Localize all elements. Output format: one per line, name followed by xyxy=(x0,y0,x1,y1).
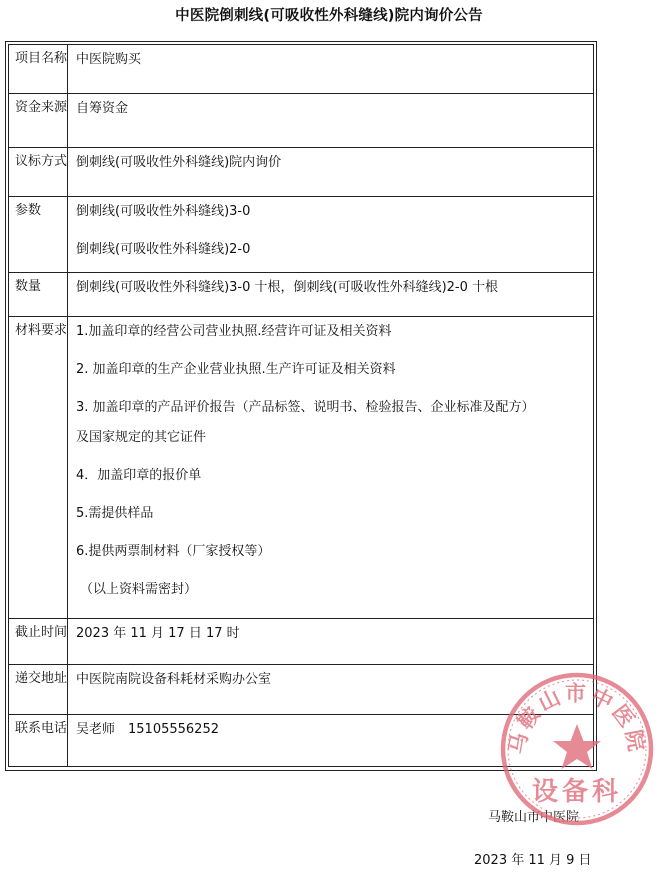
table-row xyxy=(9,45,594,94)
issue-date: 2023 年 11 月 9 日 xyxy=(474,853,592,868)
issuer-name: 马鞍山市中医院 xyxy=(488,810,580,825)
row-value xyxy=(68,197,594,273)
official-seal xyxy=(498,670,656,828)
row-label: 联系电话 xyxy=(9,715,68,767)
notice-table xyxy=(8,44,594,767)
value-line: 倒刺线(可吸收性外科缝线)院内询价 xyxy=(76,155,282,170)
row-value xyxy=(68,619,594,665)
row-value xyxy=(68,317,594,619)
value-line: 中医院购买 xyxy=(76,52,142,67)
value-line: 1.加盖印章的经营公司营业执照.经营许可证及相关资料 xyxy=(76,324,392,339)
value-line: 3. 加盖印章的产品评价报告（产品标签、说明书、检验报告、企业标准及配方） xyxy=(76,400,535,415)
row-label: 项目名称 xyxy=(9,45,68,94)
row-value xyxy=(68,45,594,94)
table-row xyxy=(9,148,594,197)
svg-text:马鞍山市中医院: 马鞍山市中医院 xyxy=(504,680,650,756)
svg-text:设备科: 设备科 xyxy=(531,777,623,807)
value-line: 中医院南院设备科耗材采购办公室 xyxy=(76,672,272,687)
value-line: 6.提供两票制材料（厂家授权等） xyxy=(76,544,271,559)
row-label: 数量 xyxy=(9,273,68,317)
table-row xyxy=(9,619,594,665)
value-line: 2023 年 11 月 17 日 17 时 xyxy=(76,626,240,641)
row-label: 参数 xyxy=(9,197,68,273)
value-line: 2. 加盖印章的生产企业营业执照.生产许可证及相关资料 xyxy=(76,362,396,377)
value-line: 自筹资金 xyxy=(76,101,129,116)
value-line: 5.需提供样品 xyxy=(76,506,154,521)
value-line: 4．加盖印章的报价单 xyxy=(76,468,202,483)
table-row xyxy=(9,273,594,317)
value-line: （以上资料需密封） xyxy=(80,582,198,597)
row-label: 议标方式 xyxy=(9,148,68,197)
row-label: 截止时间 xyxy=(9,619,68,665)
row-value xyxy=(68,273,594,317)
value-line: 倒刺线(可吸收性外科缝线)3-0 xyxy=(76,204,251,219)
row-label: 材料要求 xyxy=(9,317,68,619)
table-row xyxy=(9,94,594,148)
value-line: 倒刺线(可吸收性外科缝线)3-0 十根，倒刺线(可吸收性外科缝线)2-0 十根 xyxy=(76,280,499,295)
row-value xyxy=(68,94,594,148)
row-label: 递交地址 xyxy=(9,665,68,715)
table-row xyxy=(9,317,594,619)
seal-star-icon xyxy=(553,724,601,769)
page-title: 中医院倒刺线(可吸收性外科缝线)院内询价公告 xyxy=(175,8,483,24)
value-line: 及国家规定的其它证件 xyxy=(76,430,207,445)
row-label: 资金来源 xyxy=(9,94,68,148)
value-line: 倒刺线(可吸收性外科缝线)2-0 xyxy=(76,242,251,257)
table-row xyxy=(9,197,594,273)
value-line: 吴老师 15105556252 xyxy=(76,722,219,737)
row-value xyxy=(68,148,594,197)
